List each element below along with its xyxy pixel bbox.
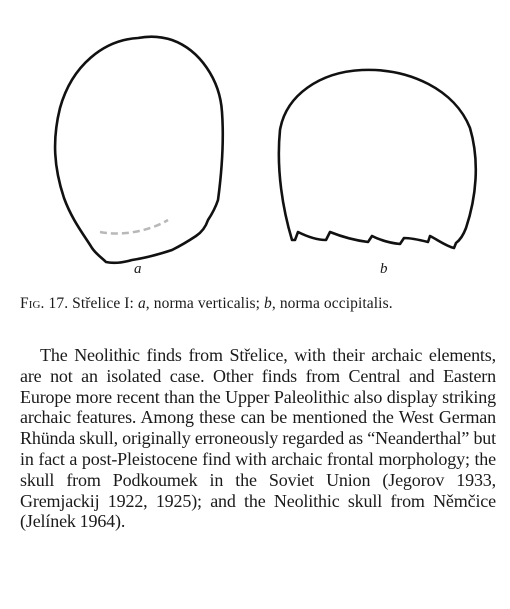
skull-outline-verticalis — [55, 37, 223, 263]
figure-caption — [20, 295, 500, 313]
suture-line-dashed — [100, 220, 168, 234]
skull-outline-occipitalis — [279, 70, 476, 248]
caption-a: a — [137, 295, 146, 312]
panel-label-a: a — [134, 261, 142, 277]
caption-fig-word: Fig. — [20, 295, 45, 312]
caption-b-text: , norma occipitalis. — [271, 295, 393, 312]
panel-label-b: b — [380, 261, 388, 277]
body-paragraph: The Neolithic finds from Střelice, with their archaic elements, are not an isolated case. Other finds from Central and Eastern Europe more recent than the Upper Paleolithic also display striking archaic features. Among these can be mentioned the West German Rhünda skull, originally erroneously regarded as “Neanderthal” but in fact a post-Pleistocene find with archaic frontal morphology; the skull from Podkoumek in the Soviet Union (Jegorov 1933, Gremjackij 1922, 1925); and the Neolithic skull from Němčice (Jelínek 1964). — [20, 345, 496, 532]
caption-fig-number: 17. — [48, 295, 69, 312]
skull-drawings — [0, 0, 510, 290]
caption-title: Střelice I: — [72, 295, 138, 312]
caption-a-text: , norma verticalis; — [145, 295, 265, 312]
figure-17 — [0, 0, 510, 290]
caption-b: b — [264, 295, 272, 312]
